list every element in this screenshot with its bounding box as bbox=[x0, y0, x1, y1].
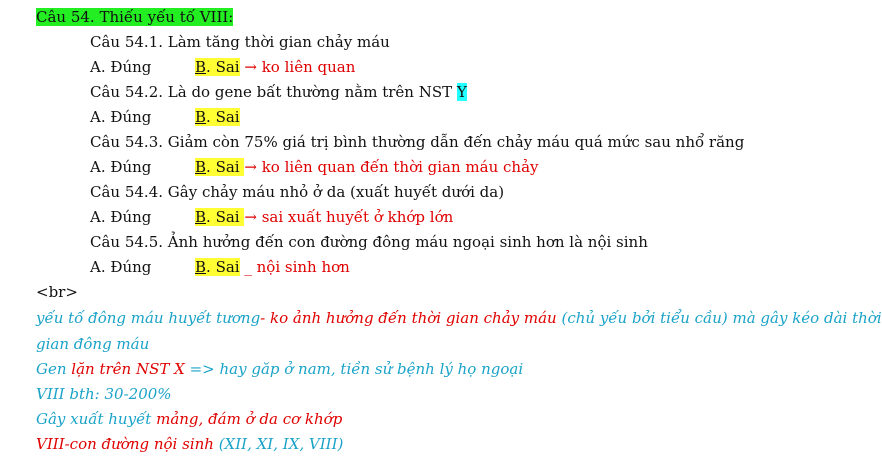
question-54-3: Câu 54.3. Giảm còn 75% giá trị bình thường dẫn đến chảy máu quá mức sau nhổ răng bbox=[90, 133, 745, 151]
note-line-4: VIII bth: 30-200% bbox=[36, 385, 172, 403]
answer-row-54-1 bbox=[0, 56, 793, 78]
question-54-2: Câu 54.2. Là do gene bất thường nằm trên NST Y bbox=[90, 83, 467, 101]
answer-a: A. Đúng bbox=[90, 158, 152, 176]
answer-b: B. Sai _ nội sinh hơn bbox=[195, 258, 350, 276]
note-line-2: gian đông máu bbox=[36, 335, 150, 353]
heading-text: Câu 54. Thiếu yếu tố VIII: bbox=[36, 8, 234, 26]
answer-b: B. Sai → ko liên quan đến thời gian máu chảy bbox=[195, 158, 539, 176]
answer-a: A. Đúng bbox=[90, 108, 152, 126]
answer-b: B. Sai bbox=[195, 108, 240, 126]
question-heading bbox=[36, 6, 233, 28]
answer-b: B. Sai → ko liên quan bbox=[195, 58, 356, 76]
note-line-1: yếu tố đông máu huyết tương- ko ảnh hưởng đến thời gian chảy máu (chủ yếu bởi tiểu cầu) mà gây kéo dài thời bbox=[36, 309, 882, 327]
note-line-5: Gây xuất huyết mảng, đám ở da cơ khớp bbox=[36, 410, 343, 428]
answer-note: _ nội sinh hơn bbox=[239, 258, 350, 276]
answer-row-54-5 bbox=[0, 256, 793, 278]
answer-row-54-2 bbox=[0, 106, 793, 128]
highlighted-y: Y bbox=[456, 83, 467, 101]
answer-note: → ko liên quan bbox=[244, 58, 356, 76]
answer-b: B. Sai → sai xuất huyết ở khớp lớn bbox=[195, 208, 454, 226]
note-line-3: Gen lặn trên NST X => hay găp ở nam, tiền sử bệnh lý họ ngoại bbox=[36, 360, 524, 378]
answer-a: A. Đúng bbox=[90, 208, 152, 226]
answer-row-54-4 bbox=[0, 206, 793, 228]
question-54-1: Câu 54.1. Làm tăng thời gian chảy máu bbox=[90, 33, 390, 51]
answer-note: → sai xuất huyết ở khớp lớn bbox=[244, 208, 454, 226]
answer-note: → ko liên quan đến thời gian máu chảy bbox=[244, 158, 539, 176]
br-tag: <br> bbox=[36, 283, 78, 301]
note-line-6: VIII-con đường nội sinh (XII, XI, IX, VIII) bbox=[36, 435, 344, 453]
answer-row-54-3 bbox=[0, 156, 793, 178]
answer-a: A. Đúng bbox=[90, 258, 152, 276]
question-54-5: Câu 54.5. Ảnh hưởng đến con đường đông máu ngoại sinh hơn là nội sinh bbox=[90, 233, 648, 251]
answer-a: A. Đúng bbox=[90, 58, 152, 76]
question-54-4: Câu 54.4. Gây chảy máu nhỏ ở da (xuất huyết dưới da) bbox=[90, 183, 505, 201]
